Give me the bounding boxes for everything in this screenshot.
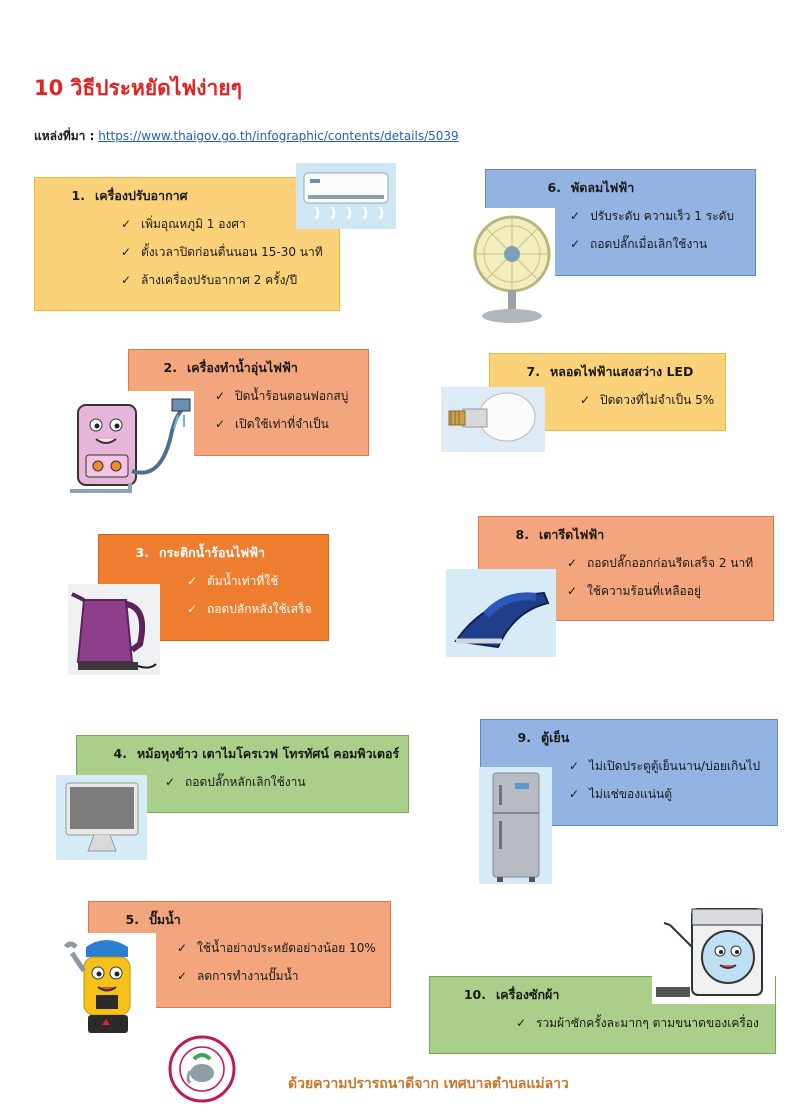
led-bulb-icon [441, 387, 545, 452]
clothes-iron-icon [446, 569, 556, 657]
tip-heading [99, 543, 318, 563]
tip-number: 8. [515, 527, 529, 542]
tip-item: ✓ ต้มน้ำเท่าที่ใช้ [99, 573, 318, 589]
tip-title: ตู้เย็น [541, 730, 570, 745]
tip-item: ✓ ถอดปลักหลังใช้เสร็จ [99, 601, 318, 617]
tip-title: พัดลมไฟฟ้า [571, 180, 635, 195]
check-icon: ✓ [214, 389, 226, 403]
tip-item: ✓ ปิดน้ำร้อนตอนฟอกสบู่ [129, 388, 358, 404]
tip-item: ✓ ลดการทำงานปั๊มน้ำ [89, 968, 380, 984]
tip-heading [77, 744, 398, 764]
source-label: แหล่งที่มา : [34, 129, 95, 143]
tip-item: ✓ ถอดปลั๊กเมื่อเลิกใช้งาน [486, 236, 745, 252]
tip-item: ✓ ถอดปลั๊กหลักเลิกใช้งาน [77, 774, 398, 790]
check-icon: ✓ [569, 209, 581, 223]
tip-heading [486, 178, 745, 198]
tip-number: 3. [135, 545, 149, 560]
tip-item: ✓ ไม่แช่ของแน่นตู้ [481, 786, 767, 802]
tip-heading [490, 362, 715, 382]
refrigerator-icon [479, 767, 552, 884]
tip-number: 6. [547, 180, 561, 195]
tip-item: ✓ ล้างเครื่องปรับอากาศ 2 ครั้ง/ปี [35, 272, 329, 288]
check-icon: ✓ [568, 759, 580, 773]
tip-item: ✓ ปิดดวงที่ไม่จำเป็น 5% [490, 392, 715, 408]
source-line [34, 127, 459, 146]
electric-kettle-icon [68, 584, 160, 675]
check-icon: ✓ [568, 787, 580, 801]
tip-title: เตารีดไฟฟ้า [539, 527, 605, 542]
computer-monitor-icon [56, 775, 147, 860]
check-icon: ✓ [176, 969, 188, 983]
tip-number: 4. [113, 746, 127, 761]
footer-credit: ด้วยความปรารถนาดีจาก เทศบาลตำบลแม่ลาว [288, 1076, 569, 1092]
tip-number: 7. [526, 364, 540, 379]
check-icon: ✓ [120, 273, 132, 287]
check-icon: ✓ [186, 602, 198, 616]
check-icon: ✓ [120, 245, 132, 259]
tip-number: 5. [125, 912, 139, 927]
tip-heading [35, 186, 329, 206]
electric-fan-icon [469, 208, 555, 327]
check-icon: ✓ [164, 775, 176, 789]
check-icon: ✓ [569, 237, 581, 251]
check-icon: ✓ [566, 584, 578, 598]
tip-item: ✓ ไม่เปิดประตูตู้เย็นนาน/บ่อยเกินไป [481, 758, 767, 774]
tip-title: กระติกน้ำร้อนไฟฟ้า [159, 545, 266, 560]
tip-number: 1. [71, 188, 85, 203]
tip-heading [481, 728, 767, 748]
check-icon: ✓ [120, 217, 132, 231]
tip-item: ✓ เพิ่มอุณหภูมิ 1 องศา [35, 216, 329, 232]
tip-title: หลอดไฟฟ้าแสงสว่าง LED [550, 364, 694, 379]
tip-number: 10. [463, 987, 486, 1002]
tip-title: หม้อหุงข้าว เตาไมโครเวฟ โทรทัศน์ คอมพิวเตอร์ [137, 746, 400, 761]
tip-number: 2. [163, 360, 177, 375]
check-icon: ✓ [214, 417, 226, 431]
check-icon: ✓ [186, 574, 198, 588]
tip-item: ✓ ตั้งเวลาปิดก่อนตื่นนอน 15-30 นาที [35, 244, 329, 260]
tip-item: ✓ ปรับระดับ ความเร็ว 1 ระดับ [486, 208, 745, 224]
tip-item: ✓ เปิดใช้เท่าที่จำเป็น [129, 416, 358, 432]
tip-item: ✓ รวมผ้าซักครั้งละมากๆ ตามขนาดของเครื่อง [430, 1015, 765, 1031]
washing-machine-icon [652, 903, 775, 1004]
check-icon: ✓ [176, 941, 188, 955]
check-icon: ✓ [579, 393, 591, 407]
water-pump-mascot-icon [58, 933, 156, 1039]
tip-item: ✓ ถอดปลั๊กออกก่อนรีดเสร็จ 2 นาที [479, 555, 763, 571]
air-conditioner-icon [296, 163, 396, 229]
tip-item: ✓ ใช้ความร้อนที่เหลืออยู่ [479, 583, 763, 599]
tip-heading [479, 525, 763, 545]
tip-title: เครื่องซักผ้า [496, 987, 560, 1002]
tip-title: ปั๊มน้ำ [149, 912, 181, 927]
tip-heading [129, 358, 358, 378]
tip-item: ✓ ใช้น้ำอย่างประหยัดอย่างน้อย 10% [89, 940, 380, 956]
tip-card-air-conditioner [34, 177, 340, 311]
tip-number: 9. [517, 730, 531, 745]
check-icon: ✓ [566, 556, 578, 570]
check-icon: ✓ [515, 1016, 527, 1030]
tip-title: เครื่องปรับอากาศ [95, 188, 188, 203]
source-link[interactable]: https://www.thaigov.go.th/infographic/contents/details/5039 [98, 129, 459, 143]
tip-heading [89, 910, 380, 930]
tip-title: เครื่องทำน้ำอุ่นไฟฟ้า [187, 360, 298, 375]
page-title: 10 วิธีประหยัดไฟง่ายๆ [34, 76, 242, 100]
municipality-seal-icon [168, 1035, 236, 1103]
water-heater-icon [68, 391, 194, 503]
